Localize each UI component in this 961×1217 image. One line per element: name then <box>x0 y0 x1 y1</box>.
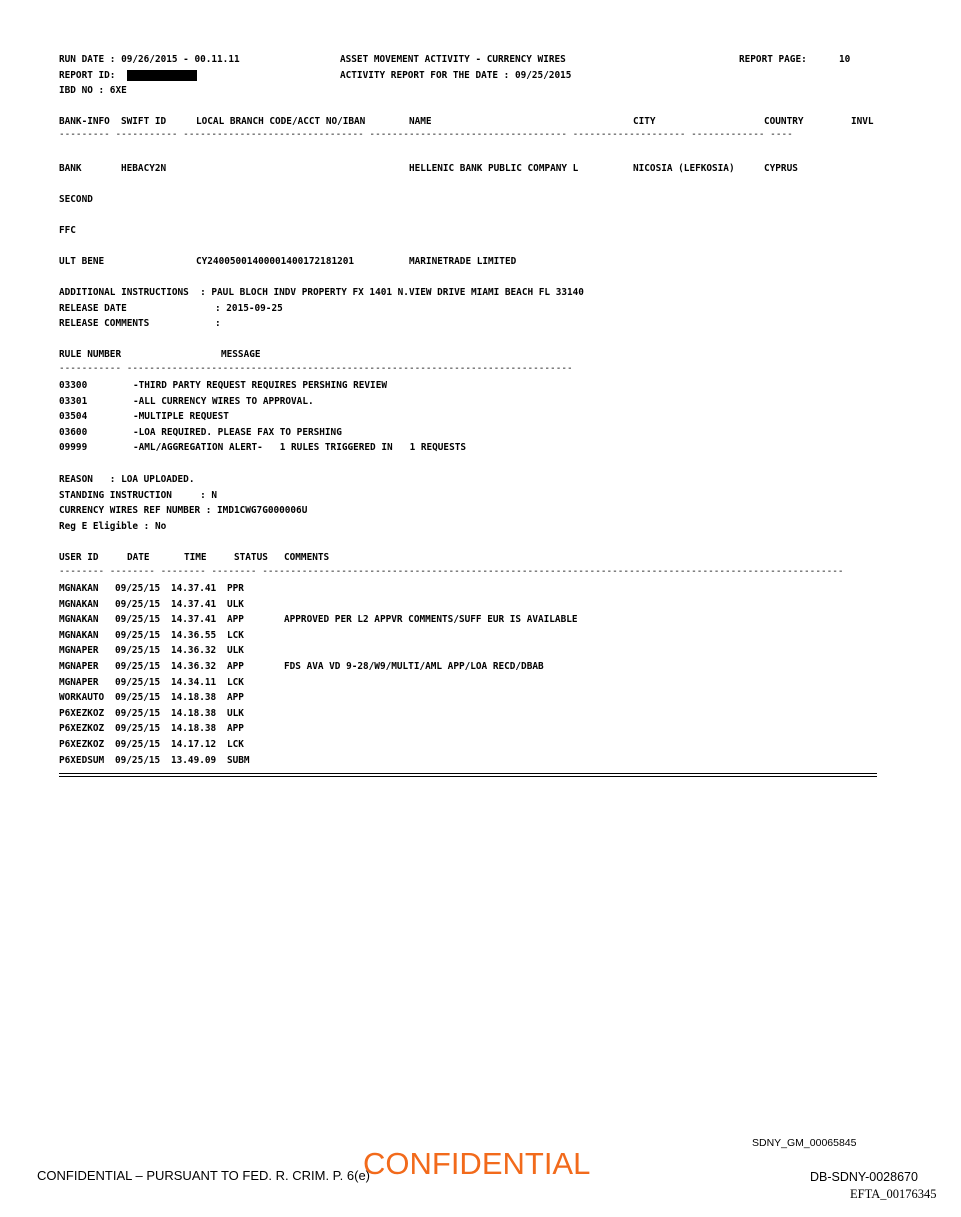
additional-instructions: ADDITIONAL INSTRUCTIONS : PAUL BLOCH INDV PROPERTY FX 1401 N.VIEW DRIVE MIAMI BEACH FL 33140 <box>59 287 584 298</box>
log-user-id: MGNAPER <box>59 645 99 657</box>
log-time: 14.36.55 <box>171 629 217 641</box>
log-time: 14.18.38 <box>171 723 217 735</box>
log-date: 09/25/15 <box>115 629 161 641</box>
log-status: LCK <box>227 739 244 750</box>
run-date: RUN DATE : 09/26/2015 - 00.11.11 <box>59 54 240 65</box>
bank-name: HELLENIC BANK PUBLIC COMPANY L <box>409 163 579 174</box>
end-rule-bottom <box>59 776 877 777</box>
log-date: 09/25/15 <box>115 739 161 750</box>
log-date: 09/25/15 <box>115 723 161 735</box>
log-time-header: TIME <box>184 552 207 563</box>
bates-db: DB-SDNY-0028670 <box>810 1170 918 1184</box>
log-time: 14.17.12 <box>171 739 217 750</box>
rule-number: 03600 <box>59 426 88 438</box>
log-date: 09/25/15 <box>115 676 161 688</box>
reason: REASON : LOA UPLOADED. <box>59 474 195 485</box>
log-user-id: MGNAKAN <box>59 629 99 641</box>
report-id-label: REPORT ID: <box>59 70 116 81</box>
ffc-label: FFC <box>59 225 76 236</box>
second-label: SECOND <box>59 194 93 205</box>
rule-message: -AML/AGGREGATION ALERT- 1 RULES TRIGGERED IN 1 REQUESTS <box>133 442 467 454</box>
log-comments-header: COMMENTS <box>284 552 330 563</box>
confidential-stamp: CONFIDENTIAL <box>363 1146 591 1181</box>
log-user-id: MGNAKAN <box>59 583 99 594</box>
col-invl: INVL <box>851 116 874 127</box>
log-status: APP <box>227 723 244 735</box>
log-user-id: P6XEDSUM <box>59 754 105 766</box>
bates-sdny: SDNY_GM_00065845 <box>752 1137 857 1149</box>
rule-number-header: RULE NUMBER <box>59 349 122 360</box>
reg-e-eligible: Reg E Eligible : No <box>59 521 167 532</box>
end-rule-top <box>59 773 877 774</box>
log-date: 09/25/15 <box>115 707 161 719</box>
ult-bene-account: CY24005001400001400172181201 <box>196 256 355 267</box>
log-divider: -------- -------- -------- -------- ------------------------------------------------------------------------------------------------------- <box>59 567 844 577</box>
release-comments-value: : <box>215 318 221 329</box>
log-user-id: P6XEZKOZ <box>59 723 105 735</box>
log-time: 14.18.38 <box>171 692 217 704</box>
log-status: APP <box>227 661 244 672</box>
log-date: 09/25/15 <box>115 614 161 626</box>
rule-message: -ALL CURRENCY WIRES TO APPROVAL. <box>133 395 314 407</box>
log-comment: APPROVED PER L2 APPVR COMMENTS/SUFF EUR IS AVAILABLE <box>284 614 578 626</box>
log-user-id-header: USER ID <box>59 552 99 563</box>
col-city: CITY <box>633 116 656 127</box>
column-divider: --------- ----------- -------------------------------- ----------------------------------- -------------------- ------------- ---- <box>59 130 793 140</box>
currency-wires-ref: CURRENCY WIRES REF NUMBER : IMD1CWG7G000006U <box>59 505 308 516</box>
log-date-header: DATE <box>127 552 150 563</box>
log-user-id: WORKAUTO <box>59 692 105 704</box>
ibd-number: IBD NO : 6XE <box>59 85 127 96</box>
log-date: 09/25/15 <box>115 583 161 594</box>
log-status: LCK <box>227 629 244 641</box>
log-status: PPR <box>227 583 244 594</box>
log-comment: FDS AVA VD 9-28/W9/MULTI/AML APP/LOA RECD/DBAB <box>284 661 544 672</box>
log-user-id: MGNAPER <box>59 676 99 688</box>
col-country: COUNTRY <box>764 116 804 127</box>
log-time: 14.37.41 <box>171 583 217 594</box>
rule-number: 03300 <box>59 380 88 391</box>
report-page-value: 10 <box>839 54 851 65</box>
log-date: 09/25/15 <box>115 645 161 657</box>
log-status: SUBM <box>227 754 250 766</box>
bank-city: NICOSIA (LEFKOSIA) <box>633 163 735 174</box>
activity-report-date: ACTIVITY REPORT FOR THE DATE : 09/25/2015 <box>340 70 572 81</box>
redaction-box <box>127 70 197 81</box>
rule-message: -MULTIPLE REQUEST <box>133 411 229 423</box>
log-date: 09/25/15 <box>115 598 161 610</box>
report-title: ASSET MOVEMENT ACTIVITY - CURRENCY WIRES <box>340 54 566 65</box>
log-status: APP <box>227 692 244 704</box>
release-date-value: : 2015-09-25 <box>215 303 283 314</box>
log-status: APP <box>227 614 244 626</box>
col-swift-id: SWIFT ID <box>121 116 167 127</box>
log-time: 14.37.41 <box>171 598 217 610</box>
release-comments-label: RELEASE COMMENTS <box>59 318 150 329</box>
message-header: MESSAGE <box>221 349 261 360</box>
log-user-id: MGNAKAN <box>59 598 99 610</box>
log-status: LCK <box>227 676 244 688</box>
log-date: 09/25/15 <box>115 692 161 704</box>
ult-bene-label: ULT BENE <box>59 256 105 267</box>
bank-label: BANK <box>59 163 82 174</box>
rule-number: 03504 <box>59 411 88 423</box>
log-user-id: MGNAPER <box>59 661 99 672</box>
log-time: 13.49.09 <box>171 754 217 766</box>
rule-message: -THIRD PARTY REQUEST REQUIRES PERSHING REVIEW <box>133 380 387 391</box>
log-date: 09/25/15 <box>115 754 161 766</box>
bates-efta: EFTA_00176345 <box>850 1187 937 1201</box>
log-date: 09/25/15 <box>115 661 161 672</box>
ult-bene-name: MARINETRADE LIMITED <box>409 256 517 267</box>
standing-instruction: STANDING INSTRUCTION : N <box>59 490 218 501</box>
bank-swift: HEBACY2N <box>121 163 167 174</box>
col-bank-info: BANK-INFO <box>59 116 110 127</box>
log-status: ULK <box>227 645 244 657</box>
log-time: 14.37.41 <box>171 614 217 626</box>
release-date-label: RELEASE DATE <box>59 303 127 314</box>
bank-country: CYPRUS <box>764 163 798 174</box>
log-status: ULK <box>227 598 244 610</box>
log-user-id: MGNAKAN <box>59 614 99 626</box>
rule-number: 03301 <box>59 395 88 407</box>
log-time: 14.34.11 <box>171 676 217 688</box>
rule-message: -LOA REQUIRED. PLEASE FAX TO PERSHING <box>133 426 342 438</box>
rules-divider: ----------- ------------------------------------------------------------------------------- <box>59 364 573 374</box>
col-local-branch: LOCAL BRANCH CODE/ACCT NO/IBAN <box>196 116 366 127</box>
log-status: ULK <box>227 707 244 719</box>
log-user-id: P6XEZKOZ <box>59 739 105 750</box>
col-name: NAME <box>409 116 432 127</box>
log-user-id: P6XEZKOZ <box>59 707 105 719</box>
rule-number: 09999 <box>59 442 88 454</box>
confidential-notice: CONFIDENTIAL – PURSUANT TO FED. R. CRIM. P. 6(e) <box>37 1168 371 1183</box>
log-status-header: STATUS <box>234 552 268 563</box>
log-time: 14.18.38 <box>171 707 217 719</box>
log-time: 14.36.32 <box>171 661 217 672</box>
report-page-label: REPORT PAGE: <box>739 54 807 65</box>
log-time: 14.36.32 <box>171 645 217 657</box>
